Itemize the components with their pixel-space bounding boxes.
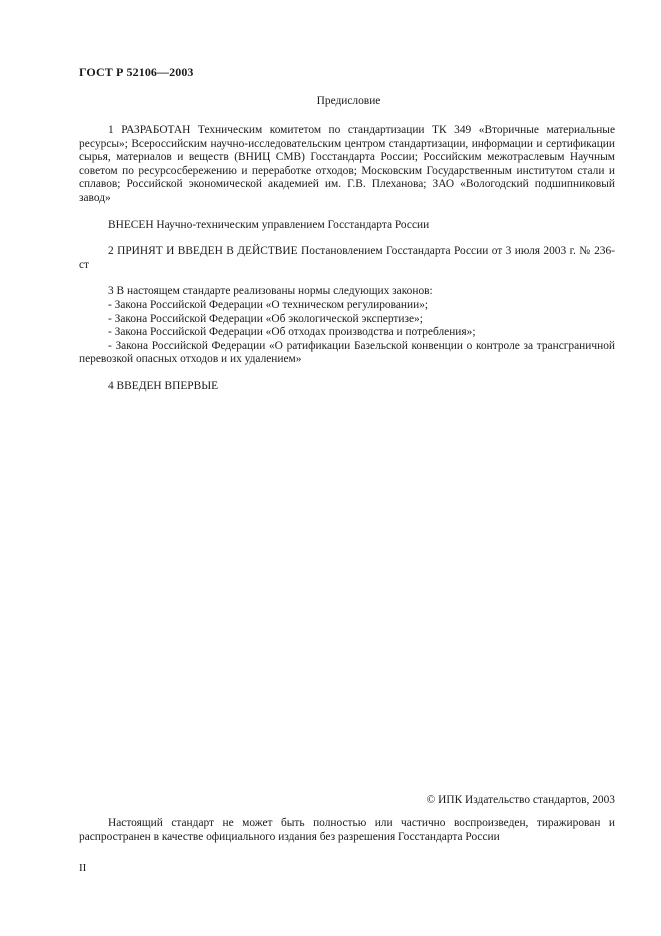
document-code: ГОСТ Р 52106—2003 xyxy=(79,65,194,79)
item-1-developed-by: 1 РАЗРАБОТАН Техническим комитетом по стандартизации ТК 349 «Вторичные материальные ресурсы»; Всероссийским научно-исследовательским центром стандартизации, информации и сертификации сырья, материалов и веществ (ВНИЦ СМВ) Госстандарта России; Российским межотраслевым Научным советом по ресурсосбережению и переработке отходов; Московским Государственным институтом стали и сплавов; Российской экономической академией им. Г.В. Плеханова; ЗАО «Вологодский подшипниковый завод» xyxy=(79,124,615,204)
item-2-adopted: 2 ПРИНЯТ И ВВЕДЕН В ДЕЙСТВИЕ Постановлением Госстандарта России от 3 июля 2003 г. № 236-ст xyxy=(79,245,615,271)
item-3-intro: 3 В настоящем стандарте реализованы нормы следующих законов: xyxy=(108,285,433,298)
law-item: - Закона Российской Федерации «Об отходах производства и потребления»; xyxy=(108,326,476,339)
preface-body xyxy=(79,124,615,407)
law-item: - Закона Российской Федерации «О ратификации Базельской конвенции о контроле за трансграничной перевозкой опасных отходов и их удалением» xyxy=(79,339,615,366)
reproduction-notice: Настоящий стандарт не может быть полностью или частично воспроизведен, тиражирован и распространен в качестве официального издания без разрешения Госстандарта России xyxy=(79,817,615,843)
item-1-introduced-by: ВНЕСЕН Научно-техническим управлением Госстандарта России xyxy=(108,218,430,231)
copyright-notice: © ИПК Издательство стандартов, 2003 xyxy=(426,794,615,806)
item-4-first-introduced: 4 ВВЕДЕН ВПЕРВЫЕ xyxy=(108,379,219,392)
page-number: II xyxy=(79,862,87,874)
section-title: Предисловие xyxy=(316,95,381,107)
law-item: - Закона Российской Федерации «О техническом регулировании»; xyxy=(108,298,429,311)
law-item: - Закона Российской Федерации «Об экологической экспертизе»; xyxy=(108,312,423,325)
